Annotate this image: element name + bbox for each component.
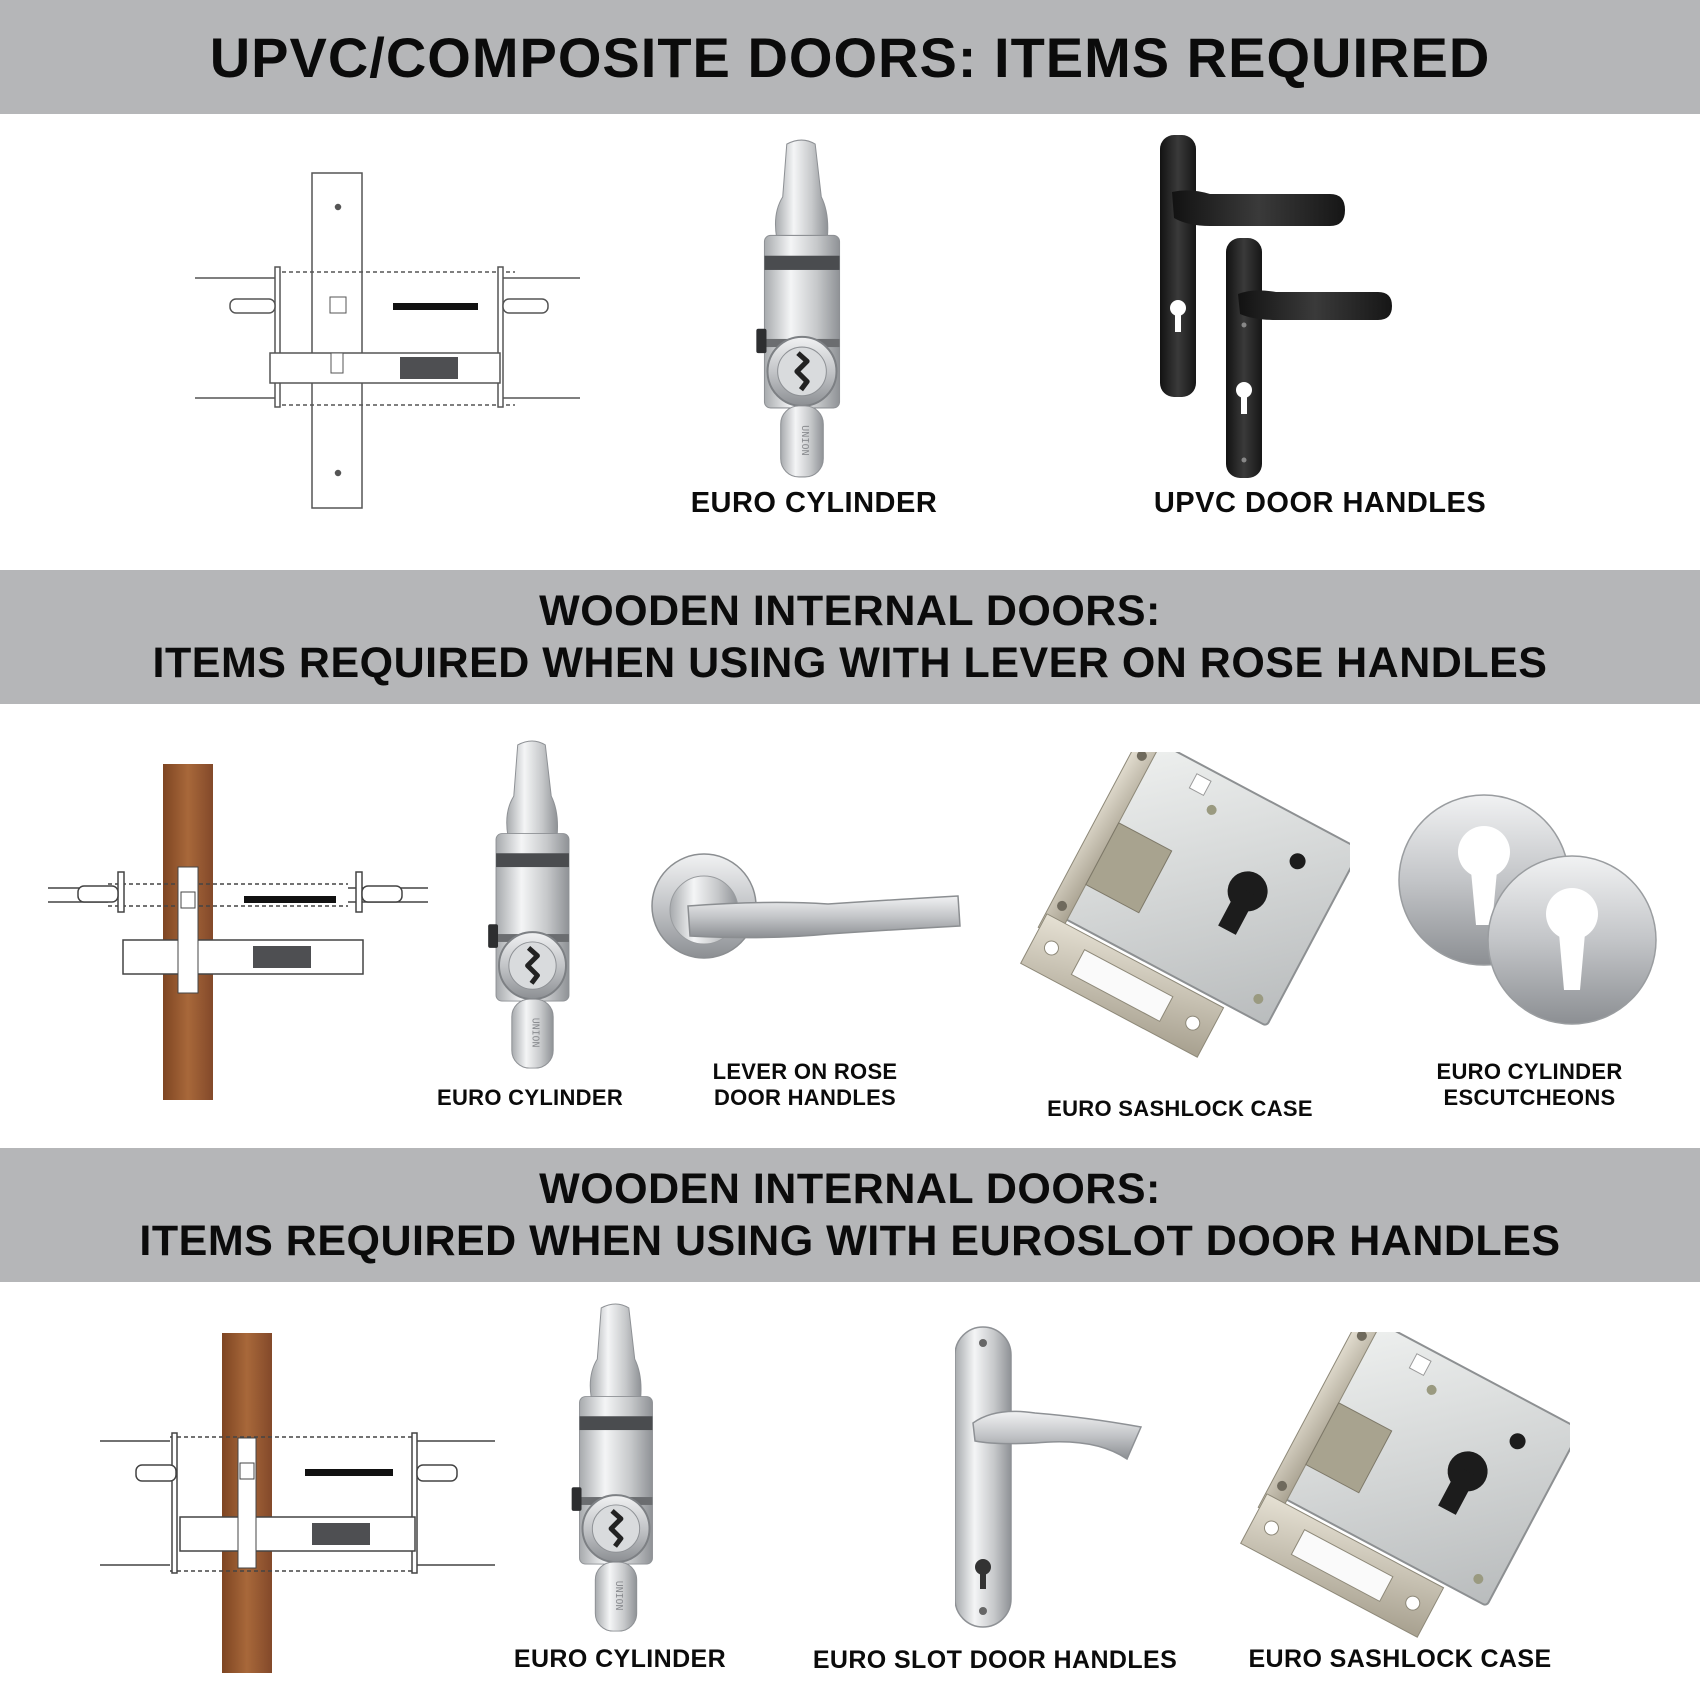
- euroslot-sashlock-label: EURO SASHLOCK CASE: [1248, 1645, 1552, 1673]
- section-euroslot-title-line1: WOODEN INTERNAL DOORS:: [539, 1165, 1161, 1213]
- upvc-door-handles-icon: [1150, 130, 1400, 485]
- escutcheons-icon: [1392, 790, 1662, 1030]
- section-upvc-header: [0, 0, 1700, 114]
- sashlock-case-icon: [1230, 1332, 1570, 1652]
- upvc-door-diagram-icon: [195, 165, 595, 515]
- wooden-door-lever-diagram-icon: [48, 762, 438, 1102]
- escutcheons-label-line2: ESCUTCHEONS: [1443, 1085, 1616, 1110]
- section-lever-rose-title-line1: WOODEN INTERNAL DOORS:: [539, 587, 1161, 635]
- lever-on-rose-label-line2: DOOR HANDLES: [713, 1085, 897, 1110]
- section-euroslot-header: [0, 1148, 1700, 1282]
- section-upvc-title: UPVC/COMPOSITE DOORS: ITEMS REQUIRED: [209, 25, 1491, 89]
- lever-on-rose-handle-icon: [648, 850, 968, 970]
- section-lever-rose-header: [0, 570, 1700, 704]
- escutcheons-label: [1412, 1059, 1647, 1111]
- upvc-door-handles-label: UPVC DOOR HANDLES: [1153, 487, 1487, 519]
- lever-rose-sashlock-label: EURO SASHLOCK CASE: [1047, 1096, 1313, 1121]
- euro-cylinder-icon: [752, 136, 852, 481]
- section-euroslot-title-line2: ITEMS REQUIRED WHEN USING WITH EUROSLOT DOOR HANDLES: [139, 1217, 1561, 1265]
- euro-cylinder-icon: [566, 1300, 666, 1635]
- upvc-euro-cylinder-label: EURO CYLINDER: [690, 487, 938, 519]
- section-lever-rose-title-line2: ITEMS REQUIRED WHEN USING WITH LEVER ON ROSE HANDLES: [152, 639, 1548, 687]
- lever-on-rose-label-line1: LEVER ON ROSE: [712, 1059, 898, 1084]
- sashlock-case-icon: [1010, 752, 1350, 1072]
- euro-cylinder-icon: [485, 737, 580, 1072]
- wooden-door-euroslot-diagram-icon: [100, 1333, 500, 1678]
- lever-rose-euro-cylinder-label: EURO CYLINDER: [436, 1085, 624, 1110]
- lever-on-rose-label: [690, 1059, 920, 1111]
- euroslot-euro-cylinder-label: EURO CYLINDER: [513, 1645, 727, 1673]
- escutcheons-label-line1: EURO CYLINDER: [1436, 1059, 1623, 1084]
- euro-slot-handle-icon: [955, 1325, 1145, 1630]
- euro-slot-handles-label: EURO SLOT DOOR HANDLES: [812, 1646, 1178, 1674]
